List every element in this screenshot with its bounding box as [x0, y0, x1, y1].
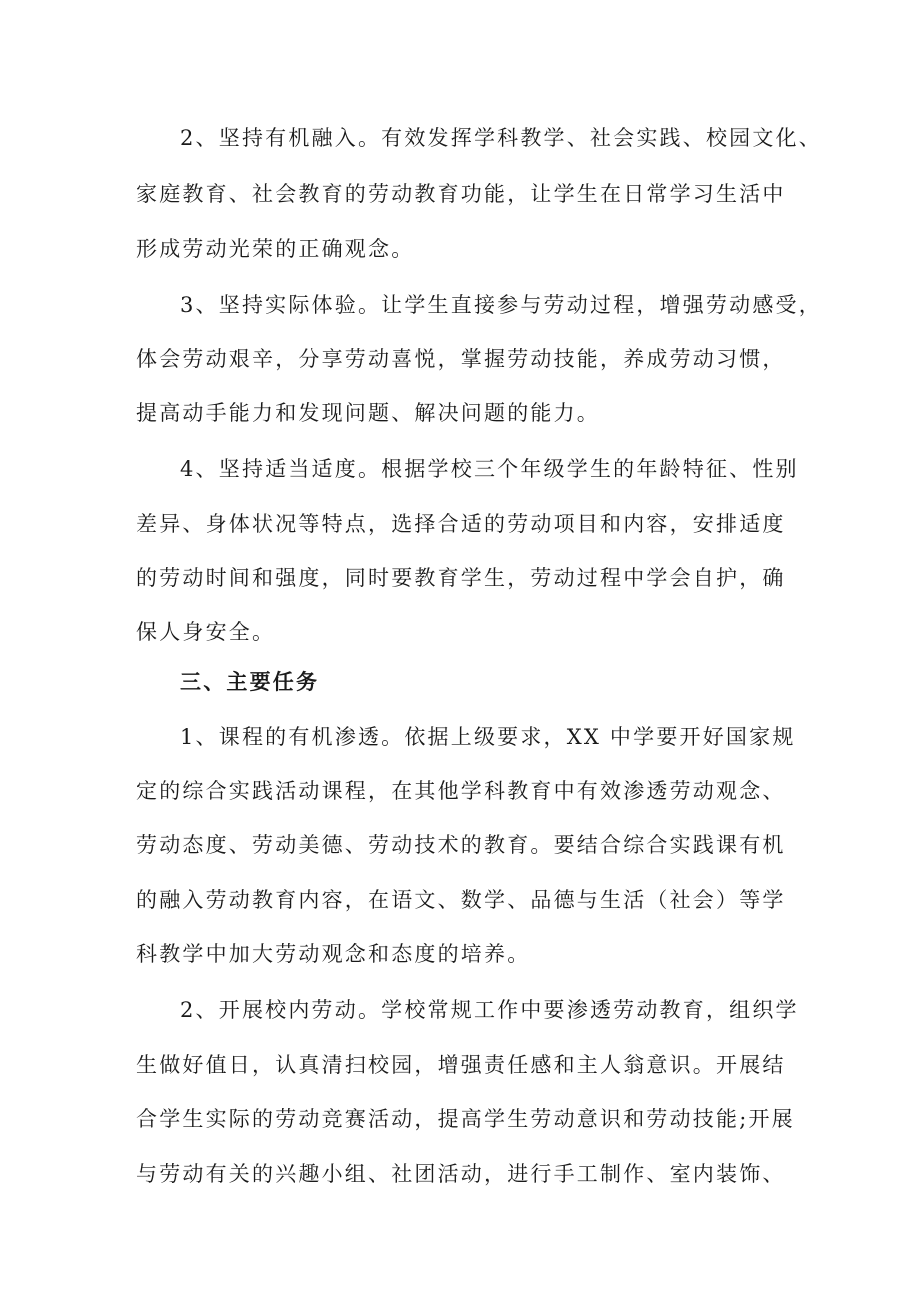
- paragraph-4-line-3: 劳动态度、劳动美德、劳动技术的教育。要结合综合实践课有机: [136, 833, 786, 857]
- paragraph-5-line-3: 合学生实际的劳动竞赛活动，提高学生劳动意识和劳动技能;开展: [136, 1107, 795, 1131]
- paragraph-2-line-1: 3、坚持实际体验。让学生直接参与劳动过程，增强劳动感受，: [180, 293, 822, 317]
- paragraph-1-line-2: 家庭教育、社会教育的劳动教育功能，让学生在日常学习生活中: [136, 182, 786, 206]
- paragraph-1-line-1: 2、坚持有机融入。有效发挥学科教学、社会实践、校园文化、: [180, 126, 822, 150]
- paragraph-4-line-1: 1、课程的有机渗透。依据上级要求，XX 中学要开好国家规: [180, 725, 796, 749]
- section-heading: 三、主要任务: [180, 670, 320, 694]
- paragraph-3-line-1: 4、坚持适当适度。根据学校三个年级学生的年龄特征、性别: [180, 457, 799, 481]
- paragraph-3-line-4: 保人身安全。: [136, 620, 276, 644]
- paragraph-5-line-2: 生做好值日，认真清扫校园，增强责任感和主人翁意识。开展结: [136, 1053, 786, 1077]
- paragraph-1-line-3: 形成劳动光荣的正确观念。: [136, 237, 415, 261]
- paragraph-4-line-4: 的融入劳动教育内容，在语文、数学、品德与生活（社会）等学: [136, 888, 786, 912]
- paragraph-3-line-2: 差异、身体状况等特点，选择合适的劳动项目和内容，安排适度: [136, 512, 786, 536]
- paragraph-2-line-2: 体会劳动艰辛，分享劳动喜悦，掌握劳动技能，养成劳动习惯，: [136, 347, 786, 371]
- paragraph-5-line-1: 2、开展校内劳动。学校常规工作中要渗透劳动教育，组织学: [180, 998, 799, 1022]
- paragraph-5-line-4: 与劳动有关的兴趣小组、社团活动，进行手工制作、室内装饰、: [136, 1162, 786, 1186]
- paragraph-2-line-3: 提高动手能力和发现问题、解决问题的能力。: [136, 401, 600, 425]
- paragraph-4-line-2: 定的综合实践活动课程，在其他学科教育中有效渗透劳动观念、: [136, 779, 786, 803]
- paragraph-3-line-3: 的劳动时间和强度，同时要教育学生，劳动过程中学会自护，确: [136, 566, 786, 590]
- paragraph-4-line-5: 科教学中加大劳动观念和态度的培养。: [136, 942, 531, 966]
